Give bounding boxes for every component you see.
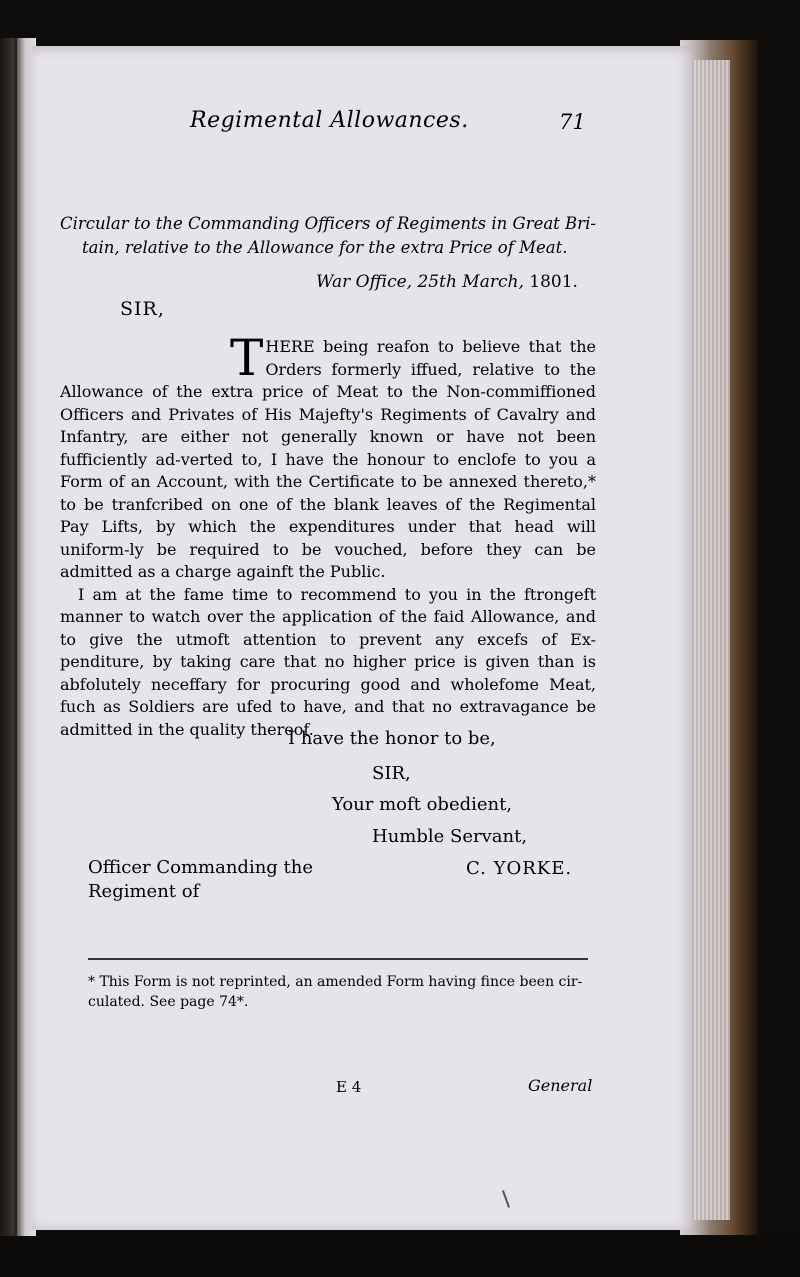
addressee-line-2: Regiment of — [88, 881, 200, 902]
closing-line-3: Your moft obedient, — [332, 794, 513, 815]
dateline-place: War Office, — [316, 272, 413, 292]
paragraph-2: I am at the fame time to recommend to you in the ftrongeft manner to watch over the application of the faid Allowance, and to give the utmoft attention to prevent any excefs of Ex-penditure, by taking care that no higher price is given than is abfolutely neceffary for procuring good and wholefome Meat, fuch as Soldiers are ufed to have, and that no extravagance be admitted in the quality thereof. — [60, 584, 596, 739]
scan-background-bottom — [0, 1236, 800, 1277]
closing-line-2: SIR, — [372, 763, 411, 784]
page-stack-edges — [690, 60, 730, 1220]
footnote — [88, 972, 594, 1012]
footnote-line-1: * This Form is not reprinted, an amended Form having fince been cir- — [88, 974, 583, 990]
dateline-date: 25th March, — [417, 272, 524, 292]
page-number: 71 — [559, 110, 586, 134]
signature-mark: E 4 — [336, 1078, 362, 1096]
left-page-edge — [0, 38, 36, 1238]
drop-cap: T — [230, 329, 264, 387]
closing-line-4: Humble Servant, — [372, 826, 528, 847]
circular-title-line-1: Circular to the Commanding Officers of Regiments in Great Bri- — [60, 214, 596, 233]
circular-title — [60, 212, 600, 260]
running-head: Regimental Allowances. — [190, 108, 469, 133]
paragraph-1-text: HERE being reafon to believe that the Orders formerly iffued, relative to the Allowance of the extra price of Meat to the Non-commiffioned Officers and Privates of His Majefty's Regiments of Cavalry and Infantry, are either not generally known or have not been fufficiently ad-verted to, I have the honour to enclofe to you a Form of an Account, with the Certificate to be annexed thereto,* to be tranfcribed on one of the blank leaves of the Regimental Pay Lifts, by which the expenditures under that head will uniform-ly be required to be vouched, before they can be admitted as a charge againft the Public. — [60, 337, 596, 581]
footnote-line-2: culated. See page 74*. — [88, 994, 249, 1010]
addressee-line-1: Officer Commanding the — [88, 857, 314, 878]
addressee-block — [88, 856, 313, 904]
signatory-name: C. YORKE. — [466, 858, 573, 879]
circular-title-line-2: tain, relative to the Allowance for the extra Price of Meat. — [82, 238, 568, 257]
letter-body — [60, 329, 596, 741]
catchword: General — [528, 1076, 593, 1095]
paragraph-1 — [60, 329, 596, 584]
footnote-rule — [88, 958, 588, 960]
dateline — [316, 272, 578, 292]
salutation: SIR, — [120, 298, 165, 320]
closing-line-1: I have the honor to be, — [288, 728, 496, 749]
dateline-year: 1801. — [529, 272, 578, 292]
